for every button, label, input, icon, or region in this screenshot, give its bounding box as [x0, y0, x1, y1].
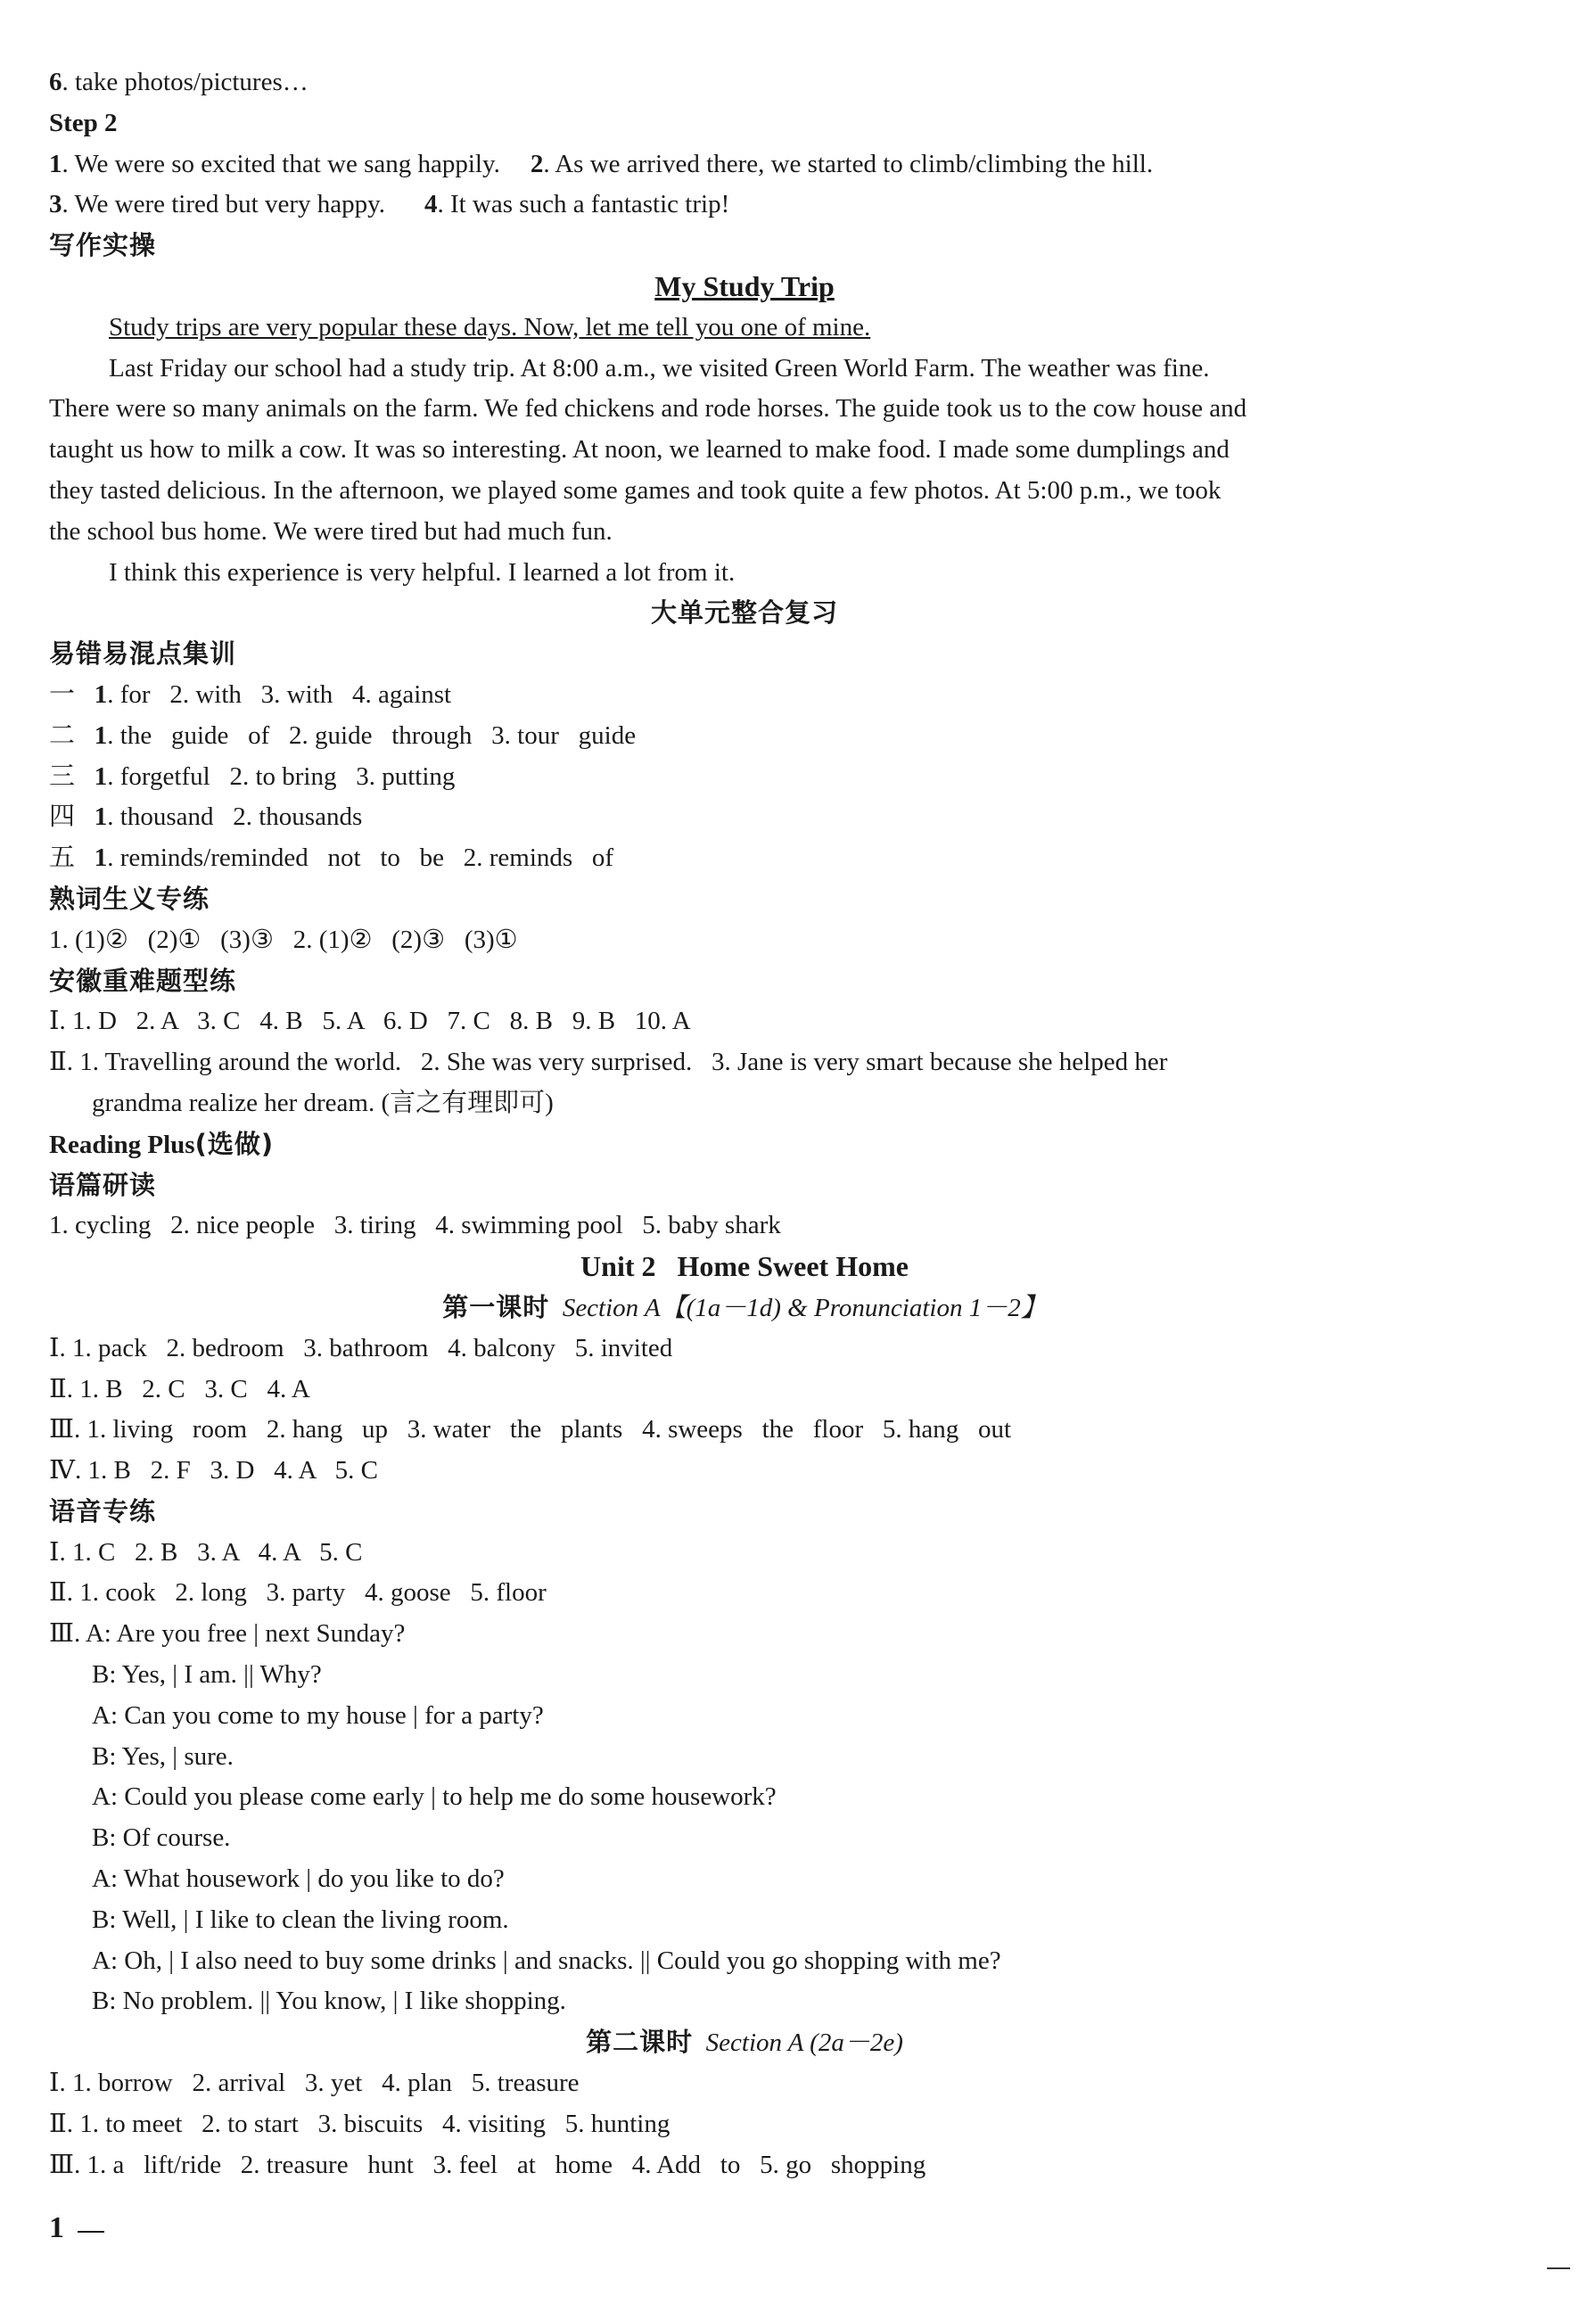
answer-line: 一 1. for 2. with 3. with 4. against	[49, 679, 452, 709]
essay-paragraph: Study trips are very popular these days. Now, let me tell you one of mine.	[109, 312, 871, 341]
answer-line: Ⅲ. 1. a lift/ride 2. treasure hunt 3. feel at home 4. Add to 5. go shopping	[49, 2150, 926, 2179]
answer-line: Ⅱ. 1. cook 2. long 3. party 4. goose 5. floor	[49, 1578, 547, 1608]
answer-line: Ⅰ. 1. pack 2. bedroom 3. bathroom 4. balcony 5. invited	[49, 1333, 673, 1362]
dialogue-line: B: Well, | I like to clean the living room.	[92, 1905, 509, 1934]
essay-line: they tasted delicious. In the afternoon, we played some games and took quite a few photos. At 5:00 p.m., we took	[49, 475, 1222, 505]
dialogue-line: B: Of course.	[92, 1823, 231, 1853]
section-heading: 写作实操	[49, 230, 157, 261]
answer-line: Ⅰ. 1. C 2. B 3. A 4. A 5. C	[49, 1537, 363, 1567]
page-number: 1	[49, 2211, 64, 2244]
answer-line: 1. cycling 2. nice people 3. tiring 4. swimming pool 5. baby shark	[49, 1211, 781, 1240]
answer-line: 1. We were so excited that we sang happily. 2. As we arrived there, we started to climb/climbing the hill.	[49, 149, 1154, 178]
answer-line: Ⅰ. 1. borrow 2. arrival 3. yet 4. plan 5. treasure	[49, 2069, 580, 2098]
answer-line: Ⅰ. 1. D 2. A 3. C 4. B 5. A 6. D 7. C 8. B 9. B 10. A	[49, 1007, 691, 1036]
essay-title: My Study Trip	[654, 269, 835, 302]
page-number-dash	[78, 2231, 104, 2233]
answer-line: 1. (1)② (2)① (3)③ 2. (1)② (2)③ (3)①	[49, 925, 518, 954]
dialogue-line: A: Can you come to my house | for a party?	[92, 1700, 544, 1730]
answer-line: Ⅱ. 1. Travelling around the world. 2. She was very surprised. 3. Jane is very smart because she helped her	[49, 1048, 1168, 1077]
essay-line: Last Friday our school had a study trip. At 8:00 a.m., we visited Green World Farm. The weather was fine.	[109, 353, 1210, 383]
lesson-title: 第二课时 Section A (2a－2e)	[586, 2027, 903, 2058]
answer-line: 6. take photos/pictures…	[49, 68, 309, 96]
dialogue-line: A: What housework | do you like to do?	[92, 1864, 505, 1894]
essay-line: taught us how to milk a cow. It was so interesting. At noon, we learned to make food. I made some dumplings and	[49, 435, 1230, 465]
answer-line: Ⅱ. 1. to meet 2. to start 3. biscuits 4. visiting 5. hunting	[49, 2109, 670, 2138]
essay-line: There were so many animals on the farm. We fed chickens and rode horses. The guide took us to the cow house and	[49, 394, 1247, 424]
lesson-title: 第一课时 Section A【(1a－1d) & Pronunciation 1－2】	[442, 1291, 1047, 1322]
section-heading: 语篇研读	[49, 1169, 157, 1200]
answer-line: Ⅳ. 1. B 2. F 3. D 4. A 5. C	[49, 1456, 378, 1485]
answer-line: 3. We were tired but very happy. 4. It was such a fantastic trip!	[49, 190, 730, 219]
corner-mark	[1547, 2267, 1570, 2269]
answer-line: grandma realize her dream. (言之有理即可)	[92, 1088, 554, 1117]
section-heading: Reading Plus(选做)	[49, 1128, 275, 1159]
answer-line: 二 1. the guide of 2. guide through 3. tour guide	[49, 720, 637, 750]
section-heading: 易错易混点集训	[49, 638, 237, 670]
dialogue-line: A: Could you please come early | to help me do some housework?	[92, 1782, 777, 1812]
answer-line: 五 1. reminds/reminded not to be 2. reminds of	[49, 843, 614, 873]
essay-paragraph: I think this experience is very helpful. I learned a lot from it.	[109, 557, 736, 587]
dialogue-line: B: No problem. || You know, | I like shopping.	[92, 1987, 566, 2016]
dialogue-line: B: Yes, | sure.	[92, 1741, 234, 1771]
dialogue-line: Ⅲ. A: Are you free | next Sunday?	[49, 1619, 406, 1649]
unit-title: Unit 2 Home Sweet Home	[580, 1250, 909, 1283]
answer-line: Ⅱ. 1. B 2. C 3. C 4. A	[49, 1374, 310, 1403]
essay-line: the school bus home. We were tired but had much fun.	[49, 516, 613, 546]
answer-key-page	[49, 62, 1440, 2244]
answer-line: 四 1. thousand 2. thousands	[49, 802, 363, 832]
answer-line: Ⅲ. 1. living room 2. hang up 3. water the plants 4. sweeps the floor 5. hang out	[49, 1415, 1012, 1444]
dialogue-line: A: Oh, | I also need to buy some drinks | and snacks. || Could you go shopping with me?	[92, 1946, 1001, 1975]
review-title: 大单元整合复习	[650, 597, 838, 629]
section-heading: Step 2	[49, 108, 118, 137]
section-heading: 安徽重难题型练	[49, 965, 237, 996]
answer-line: 三 1. forgetful 2. to bring 3. putting	[49, 761, 456, 791]
section-heading: 语音专练	[49, 1495, 157, 1526]
section-heading: 熟词生义专练	[49, 883, 210, 914]
dialogue-line: B: Yes, | I am. || Why?	[92, 1660, 322, 1690]
